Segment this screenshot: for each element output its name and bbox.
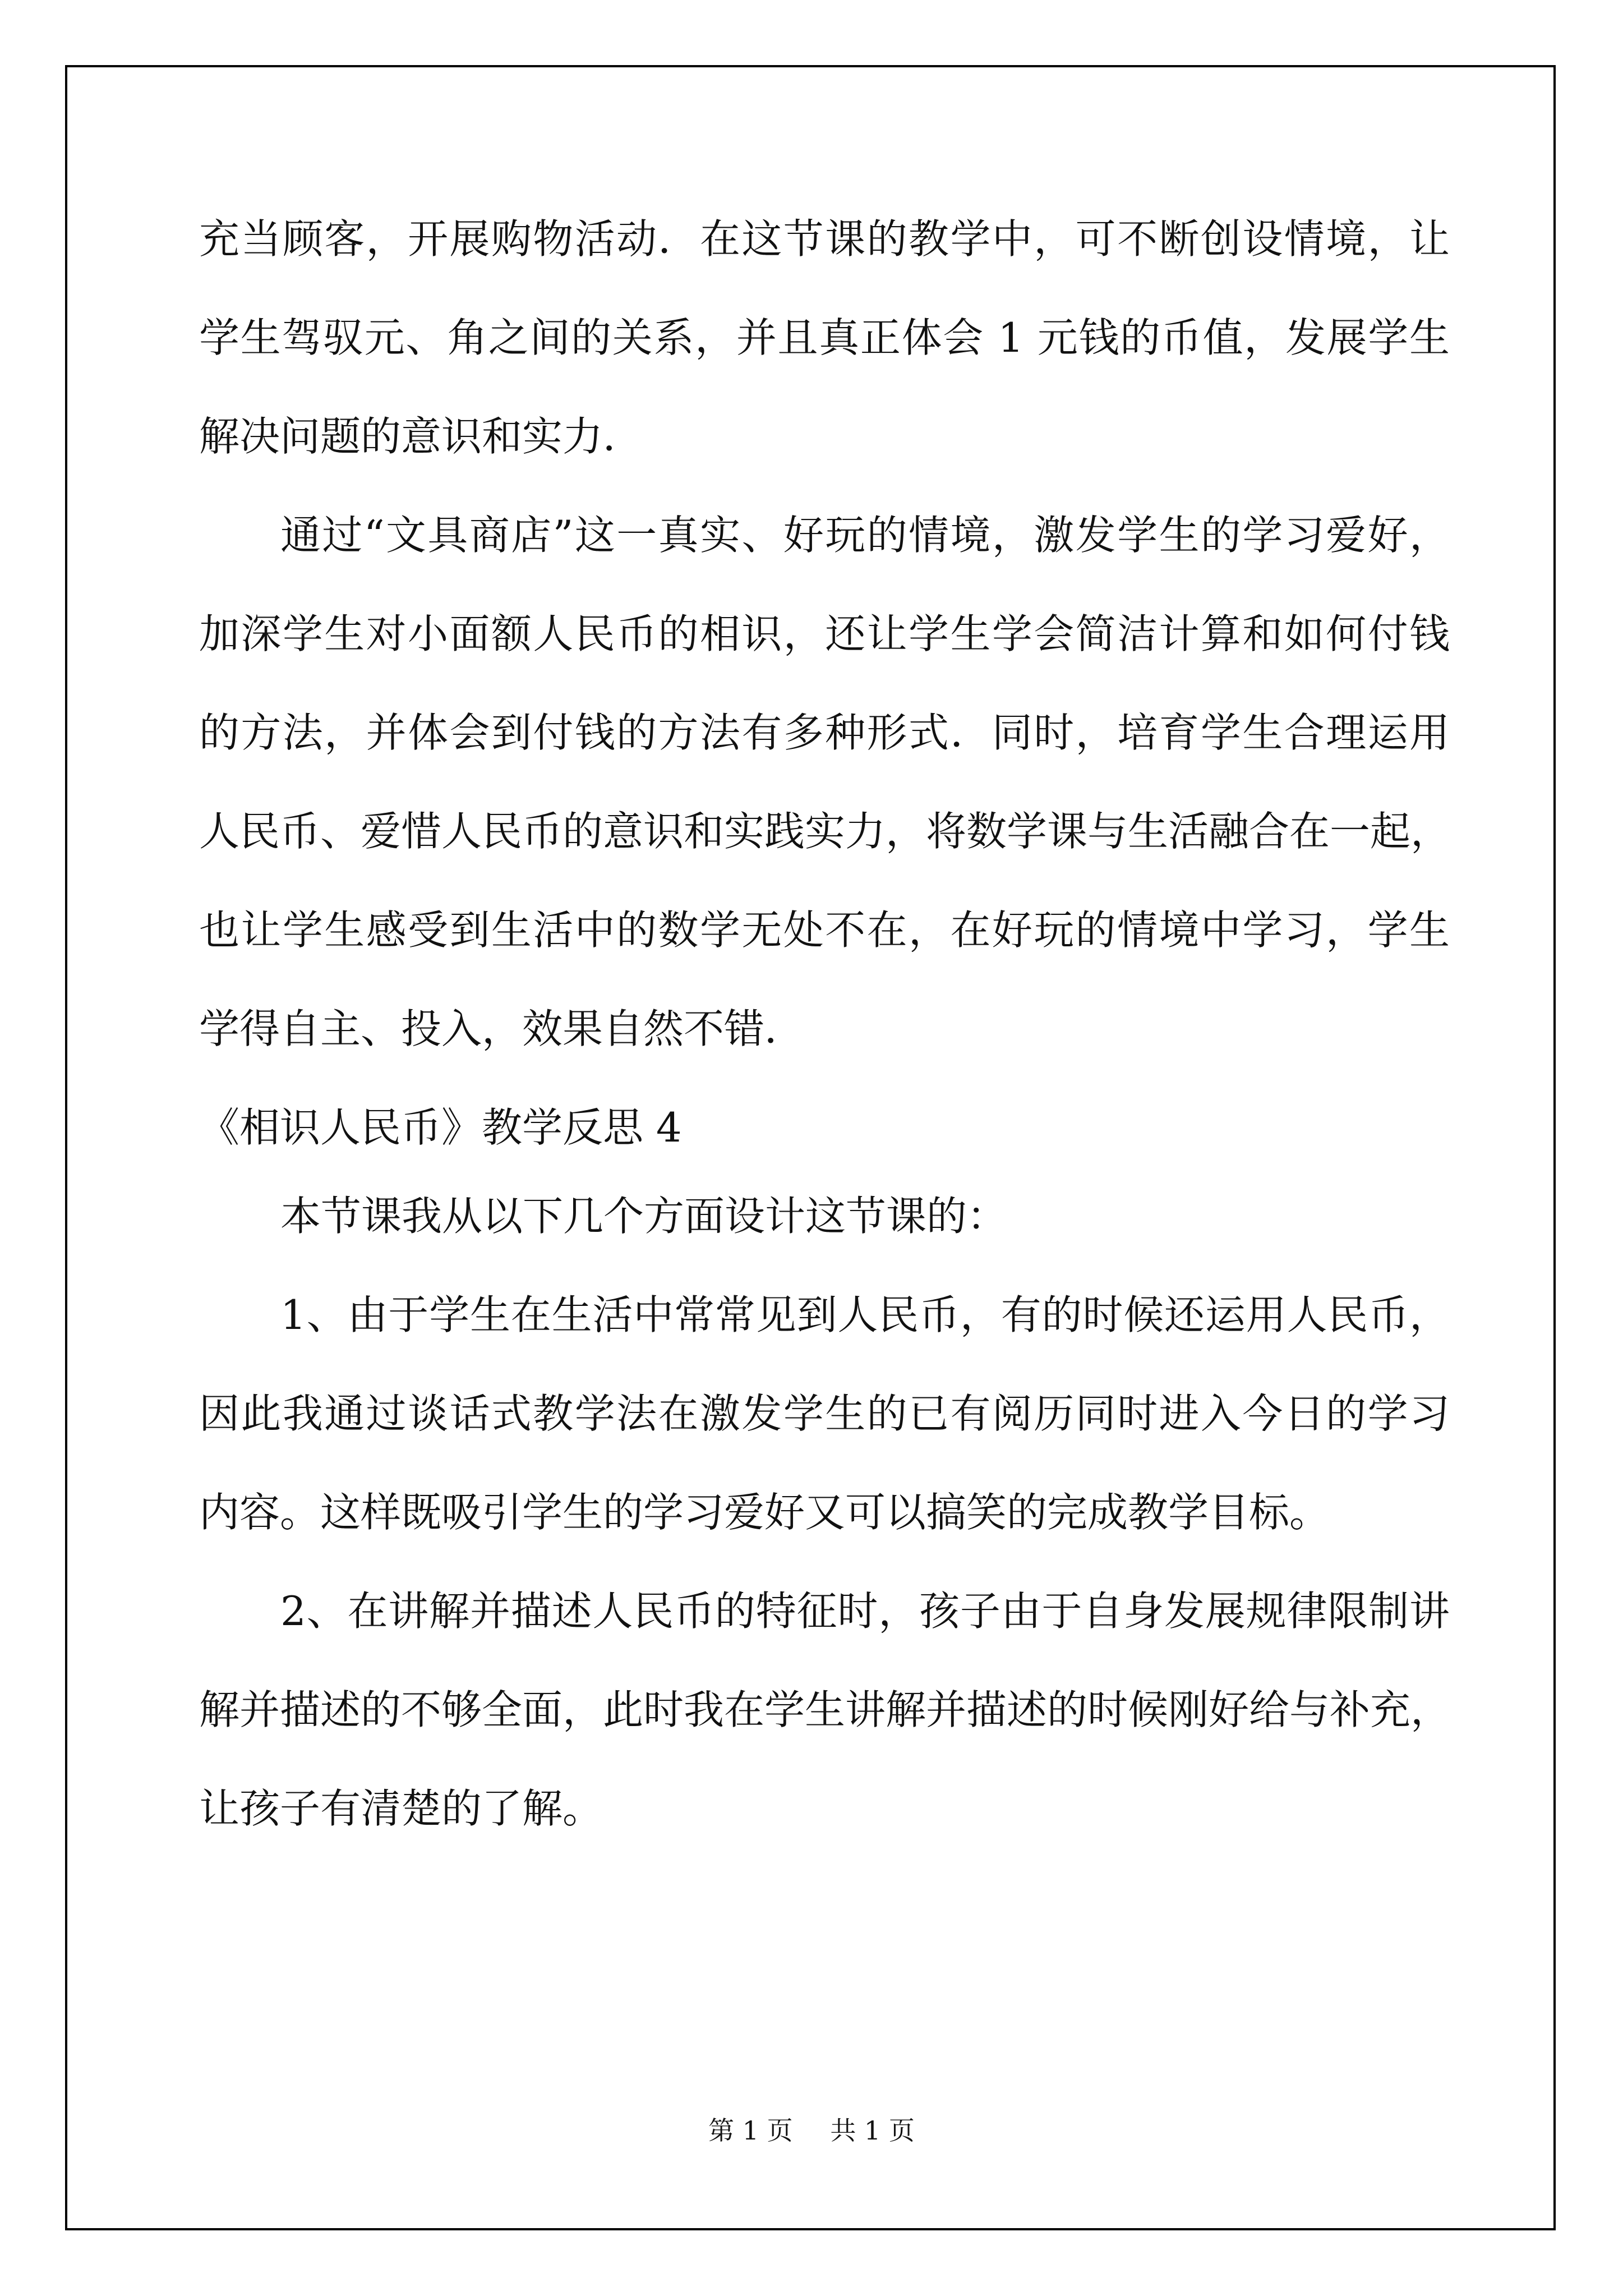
text-line: 因此我通过谈话式教学法在激发学生的已有阅历同时进入今日的学习: [199, 1390, 1450, 1437]
text-line: 充当顾客，开展购物活动．在这节课的教学中，可不断创设情境，让: [199, 215, 1450, 263]
text-line: 学得自主、投入，效果自然不错．: [199, 1005, 805, 1052]
paragraph-start-line: 2、在讲解并描述人民币的特征时，孩子由于自身发展规律限制讲: [280, 1588, 1450, 1635]
section-heading: 《相识人民币》教学反思 4: [199, 1104, 682, 1151]
paragraph-start-line: 1、由于学生在生活中常常见到人民币，有的时候还运用人民币，: [280, 1291, 1450, 1338]
page-number: 第 1 页: [708, 2115, 793, 2146]
text-line: 内容。这样既吸引学生的学习爱好又可以搞笑的完成教学目标。: [199, 1489, 1330, 1536]
text-line: 也让学生感受到生活中的数学无处不在，在好玩的情境中学习，学生: [199, 907, 1450, 954]
page-footer: [0, 2110, 1623, 2147]
text-line: 的方法，并体会到付钱的方法有多种形式．同时，培育学生合理运用: [199, 709, 1450, 756]
text-line: 人民币、爱惜人民币的意识和实践实力，将数学课与生活融合在一起，: [199, 808, 1451, 855]
text-line: 解并描述的不够全面，此时我在学生讲解并描述的时候刚好给与补充，: [199, 1686, 1451, 1733]
page-total: 共 1 页: [830, 2115, 915, 2146]
text-line: 学生驾驭元、角之间的关系，并且真正体会 1 元钱的币值，发展学生: [199, 314, 1450, 361]
text-line: 加深学生对小面额人民币的相识，还让学生学会简洁计算和如何付钱: [199, 610, 1450, 657]
text-line: 让孩子有清楚的了解。: [199, 1785, 603, 1832]
paragraph-start-line: 通过“文具商店”这一真实、好玩的情境，激发学生的学习爱好，: [280, 512, 1450, 559]
document-body: [199, 211, 1450, 1879]
text-line: 解决问题的意识和实力．: [199, 413, 644, 460]
paragraph-start-line: 本节课我从以下几个方面设计这节课的：: [280, 1193, 1008, 1240]
